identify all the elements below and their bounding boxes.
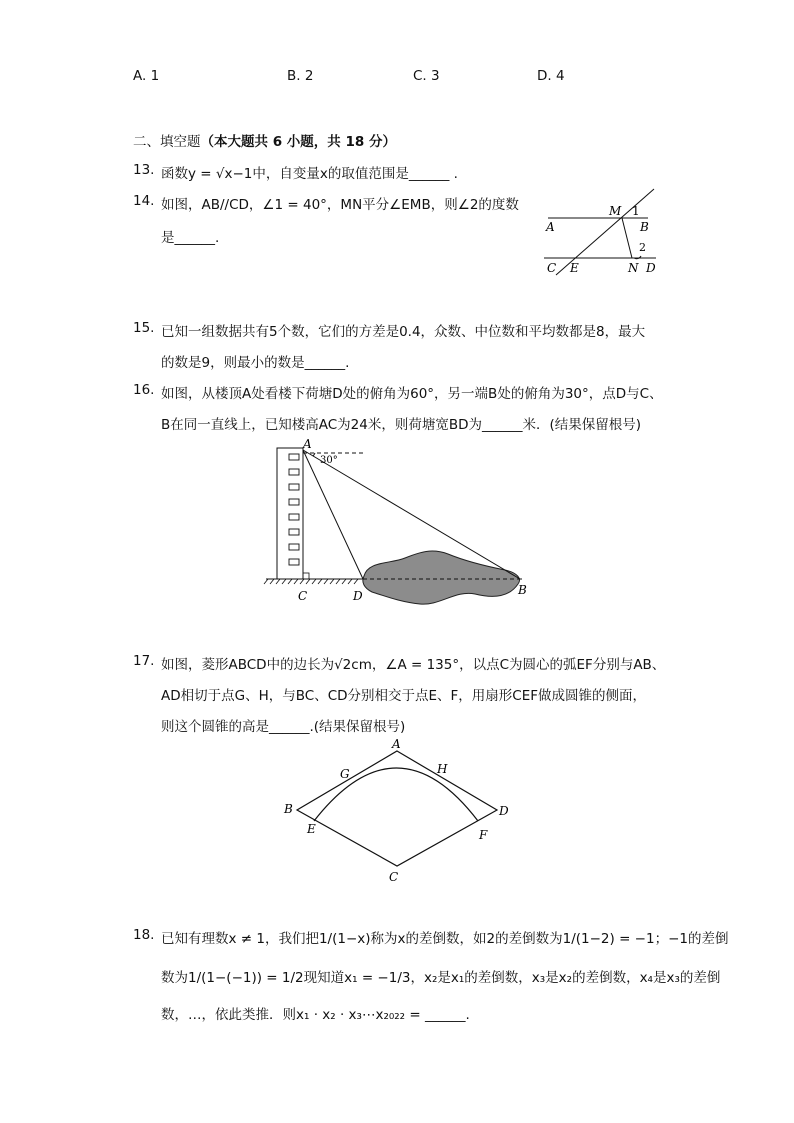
label-a: A [303, 437, 312, 451]
label-b: B [284, 802, 293, 816]
right-angle-mark [303, 573, 309, 579]
line-mn [622, 218, 632, 258]
figure-16 [260, 436, 540, 608]
q17-line3: 则这个圆锥的高是______.(结果保留根号) [161, 719, 406, 735]
figure-17 [280, 735, 520, 885]
q18-number: 18. [133, 927, 155, 943]
q14-line1: 如图，AB//CD，∠1 = 40°，MN平分∠EMB，则∠2的度数 [161, 197, 519, 213]
q17-number: 17. [133, 653, 155, 669]
label-e: E [570, 261, 579, 275]
q14-number: 14. [133, 193, 155, 209]
label-f: F [479, 828, 488, 842]
label-b: B [640, 220, 649, 234]
q18-line2: 数为1/(1−(−1)) = 1/2现知道x₁ = −1/3，x₂是x₁的差倒数，x₃是x₂的差倒数，x₄是x₃的差倒 [161, 970, 721, 986]
q15-line2: 的数是9，则最小的数是______. [161, 355, 350, 371]
q17-line2: AD相切于点G、H，与BC、CD分别相交于点E、F，用扇形CEF做成圆锥的侧面， [161, 688, 647, 704]
q16-number: 16. [133, 382, 155, 398]
label-c: C [298, 589, 308, 603]
label-c: C [547, 261, 557, 275]
label-2: 2 [639, 241, 646, 254]
label-d: D [646, 261, 656, 275]
label-g: G [340, 767, 350, 781]
q13-number: 13. [133, 162, 155, 178]
label-m: M [609, 204, 622, 218]
label-1: 1 [632, 204, 640, 218]
q15-number: 15. [133, 320, 155, 336]
label-e: E [307, 822, 316, 836]
section-heading [133, 130, 396, 150]
section-note: （本大题共 6 小题，共 18 分） [200, 134, 396, 150]
label-a: A [546, 220, 555, 234]
label-n: N [628, 261, 639, 275]
label-b: B [518, 583, 527, 597]
choice-a: A. 1 [133, 68, 160, 84]
label-a: A [392, 737, 401, 751]
q16-line2: B在同一直线上，已知楼高AC为24米，则荷塘宽BD为______米．(结果保留根号) [161, 417, 642, 433]
line-ad [303, 450, 363, 579]
q13-text: 函数y = √x−1中，自变量x的取值范围是______ . [161, 166, 458, 182]
label-d: D [353, 589, 363, 603]
figure-14 [540, 185, 670, 280]
q18-line1: 已知有理数x ≠ 1，我们把1/(1−x)称为x的差倒数，如2的差倒数为1/(1−2) = −1；−1的差倒 [161, 931, 729, 947]
choice-c: C. 3 [413, 68, 440, 84]
ground-hatch [264, 579, 358, 584]
label-h: H [437, 762, 448, 776]
q18-line3: 数，…，依此类推．则x₁ · x₂ · x₃⋯x₂₀₂₂ = ______. [161, 1007, 470, 1023]
pond [363, 551, 520, 604]
q14-line2: 是______. [161, 230, 220, 246]
label-d: D [499, 804, 509, 818]
q17-line1: 如图，菱形ABCD中的边长为√2cm，∠A = 135°，以点C为圆心的弧EF分别与AB、 [161, 657, 666, 673]
choice-d: D. 4 [537, 68, 565, 84]
label-30: 30° [320, 455, 338, 466]
choice-b: B. 2 [287, 68, 314, 84]
q15-line1: 已知一组数据共有5个数，它们的方差是0.4，众数、中位数和平均数都是8，最大 [161, 324, 646, 340]
q16-line1: 如图，从楼顶A处看楼下荷塘D处的俯角为60°，另一端B处的俯角为30°，点D与C、 [161, 386, 663, 402]
section-title: 二、填空题 [133, 134, 201, 150]
arc-ef [314, 768, 478, 821]
label-c: C [389, 870, 399, 884]
